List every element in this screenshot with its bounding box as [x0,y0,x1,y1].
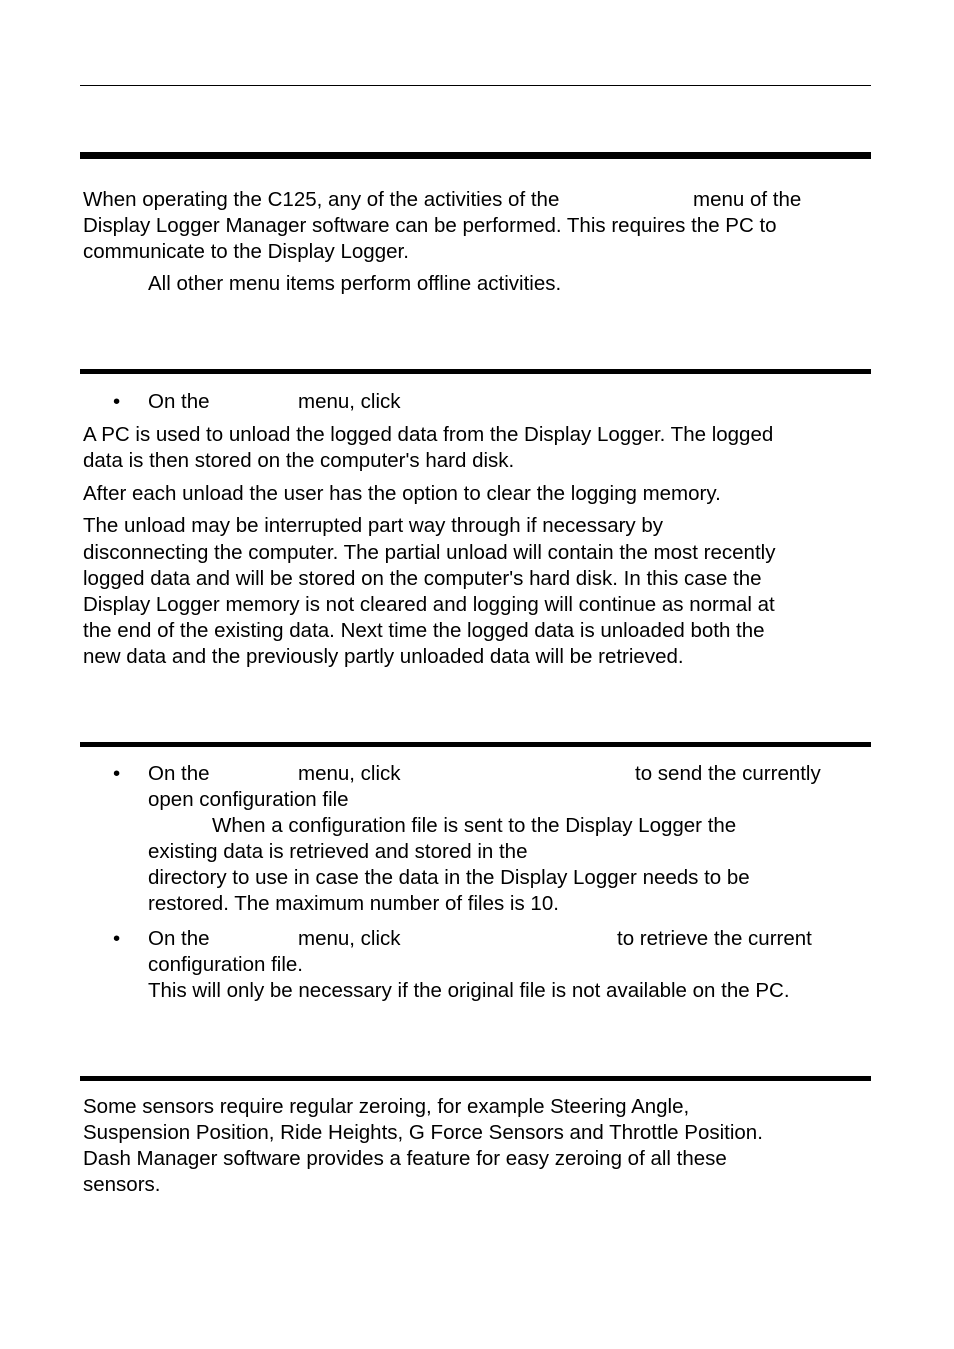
section-rule-config [80,742,871,747]
zero-text-line3: Dash Manager software provides a feature for easy zeroing of all these [83,1147,727,1170]
intro-text-line2: Display Logger Manager software can be performed. This requires the PC to [83,214,777,237]
config-b2-c: to retrieve the current [617,927,812,950]
bullet-icon: • [113,927,121,950]
unload-step-a: On the [148,390,210,413]
config-b2-line3: This will only be necessary if the original file is not available on the PC. [148,979,790,1002]
bullet-icon: • [113,762,121,785]
zero-text-line4: sensors. [83,1173,161,1196]
config-b2-a: On the [148,927,210,950]
config-b2-line2: configuration file. [148,953,303,976]
unload-p3-line6: new data and the previously partly unloaded data will be retrieved. [83,645,684,668]
intro-text-line1b: menu of the [693,188,802,211]
intro-note: All other menu items perform offline activities. [148,272,562,295]
unload-p2: After each unload the user has the option to clear the logging memory. [83,482,721,505]
unload-step-b: menu, click [298,390,401,413]
bullet-icon: • [113,390,121,413]
config-b1-c: to send the currently [635,762,821,785]
section-rule-intro [80,152,871,159]
unload-p3-line5: the end of the existing data. Next time the logged data is unloaded both the [83,619,765,642]
zero-text-line1: Some sensors require regular zeroing, for example Steering Angle, [83,1095,690,1118]
config-b1-b: menu, click [298,762,401,785]
section-rule-zero [80,1076,871,1081]
unload-p1-line2: data is then stored on the computer's hard disk. [83,449,515,472]
intro-text-line3: communicate to the Display Logger. [83,240,409,263]
section-rule-unload [80,369,871,374]
config-b1-a: On the [148,762,210,785]
zero-text-line2: Suspension Position, Ride Heights, G Force Sensors and Throttle Position. [83,1121,763,1144]
unload-p3-line2: disconnecting the computer. The partial unload will contain the most recently [83,541,776,564]
config-b2-b: menu, click [298,927,401,950]
unload-p3-line3: logged data and will be stored on the computer's hard disk. In this case the [83,567,762,590]
unload-p3-line1: The unload may be interrupted part way through if necessary by [83,514,664,537]
header-rule [80,85,871,86]
intro-text-line1a: When operating the C125, any of the activities of the [83,188,560,211]
config-b1-note: When a configuration file is sent to the Display Logger the [212,814,737,837]
config-b1-line2: open configuration file [148,788,349,811]
unload-p1-line1: A PC is used to unload the logged data from the Display Logger. The logged [83,423,774,446]
config-b1-line4: existing data is retrieved and stored in the [148,840,528,863]
config-b1-line6: restored. The maximum number of files is 10. [148,892,559,915]
config-b1-line5: directory to use in case the data in the Display Logger needs to be [148,866,750,889]
unload-p3-line4: Display Logger memory is not cleared and logging will continue as normal at [83,593,775,616]
